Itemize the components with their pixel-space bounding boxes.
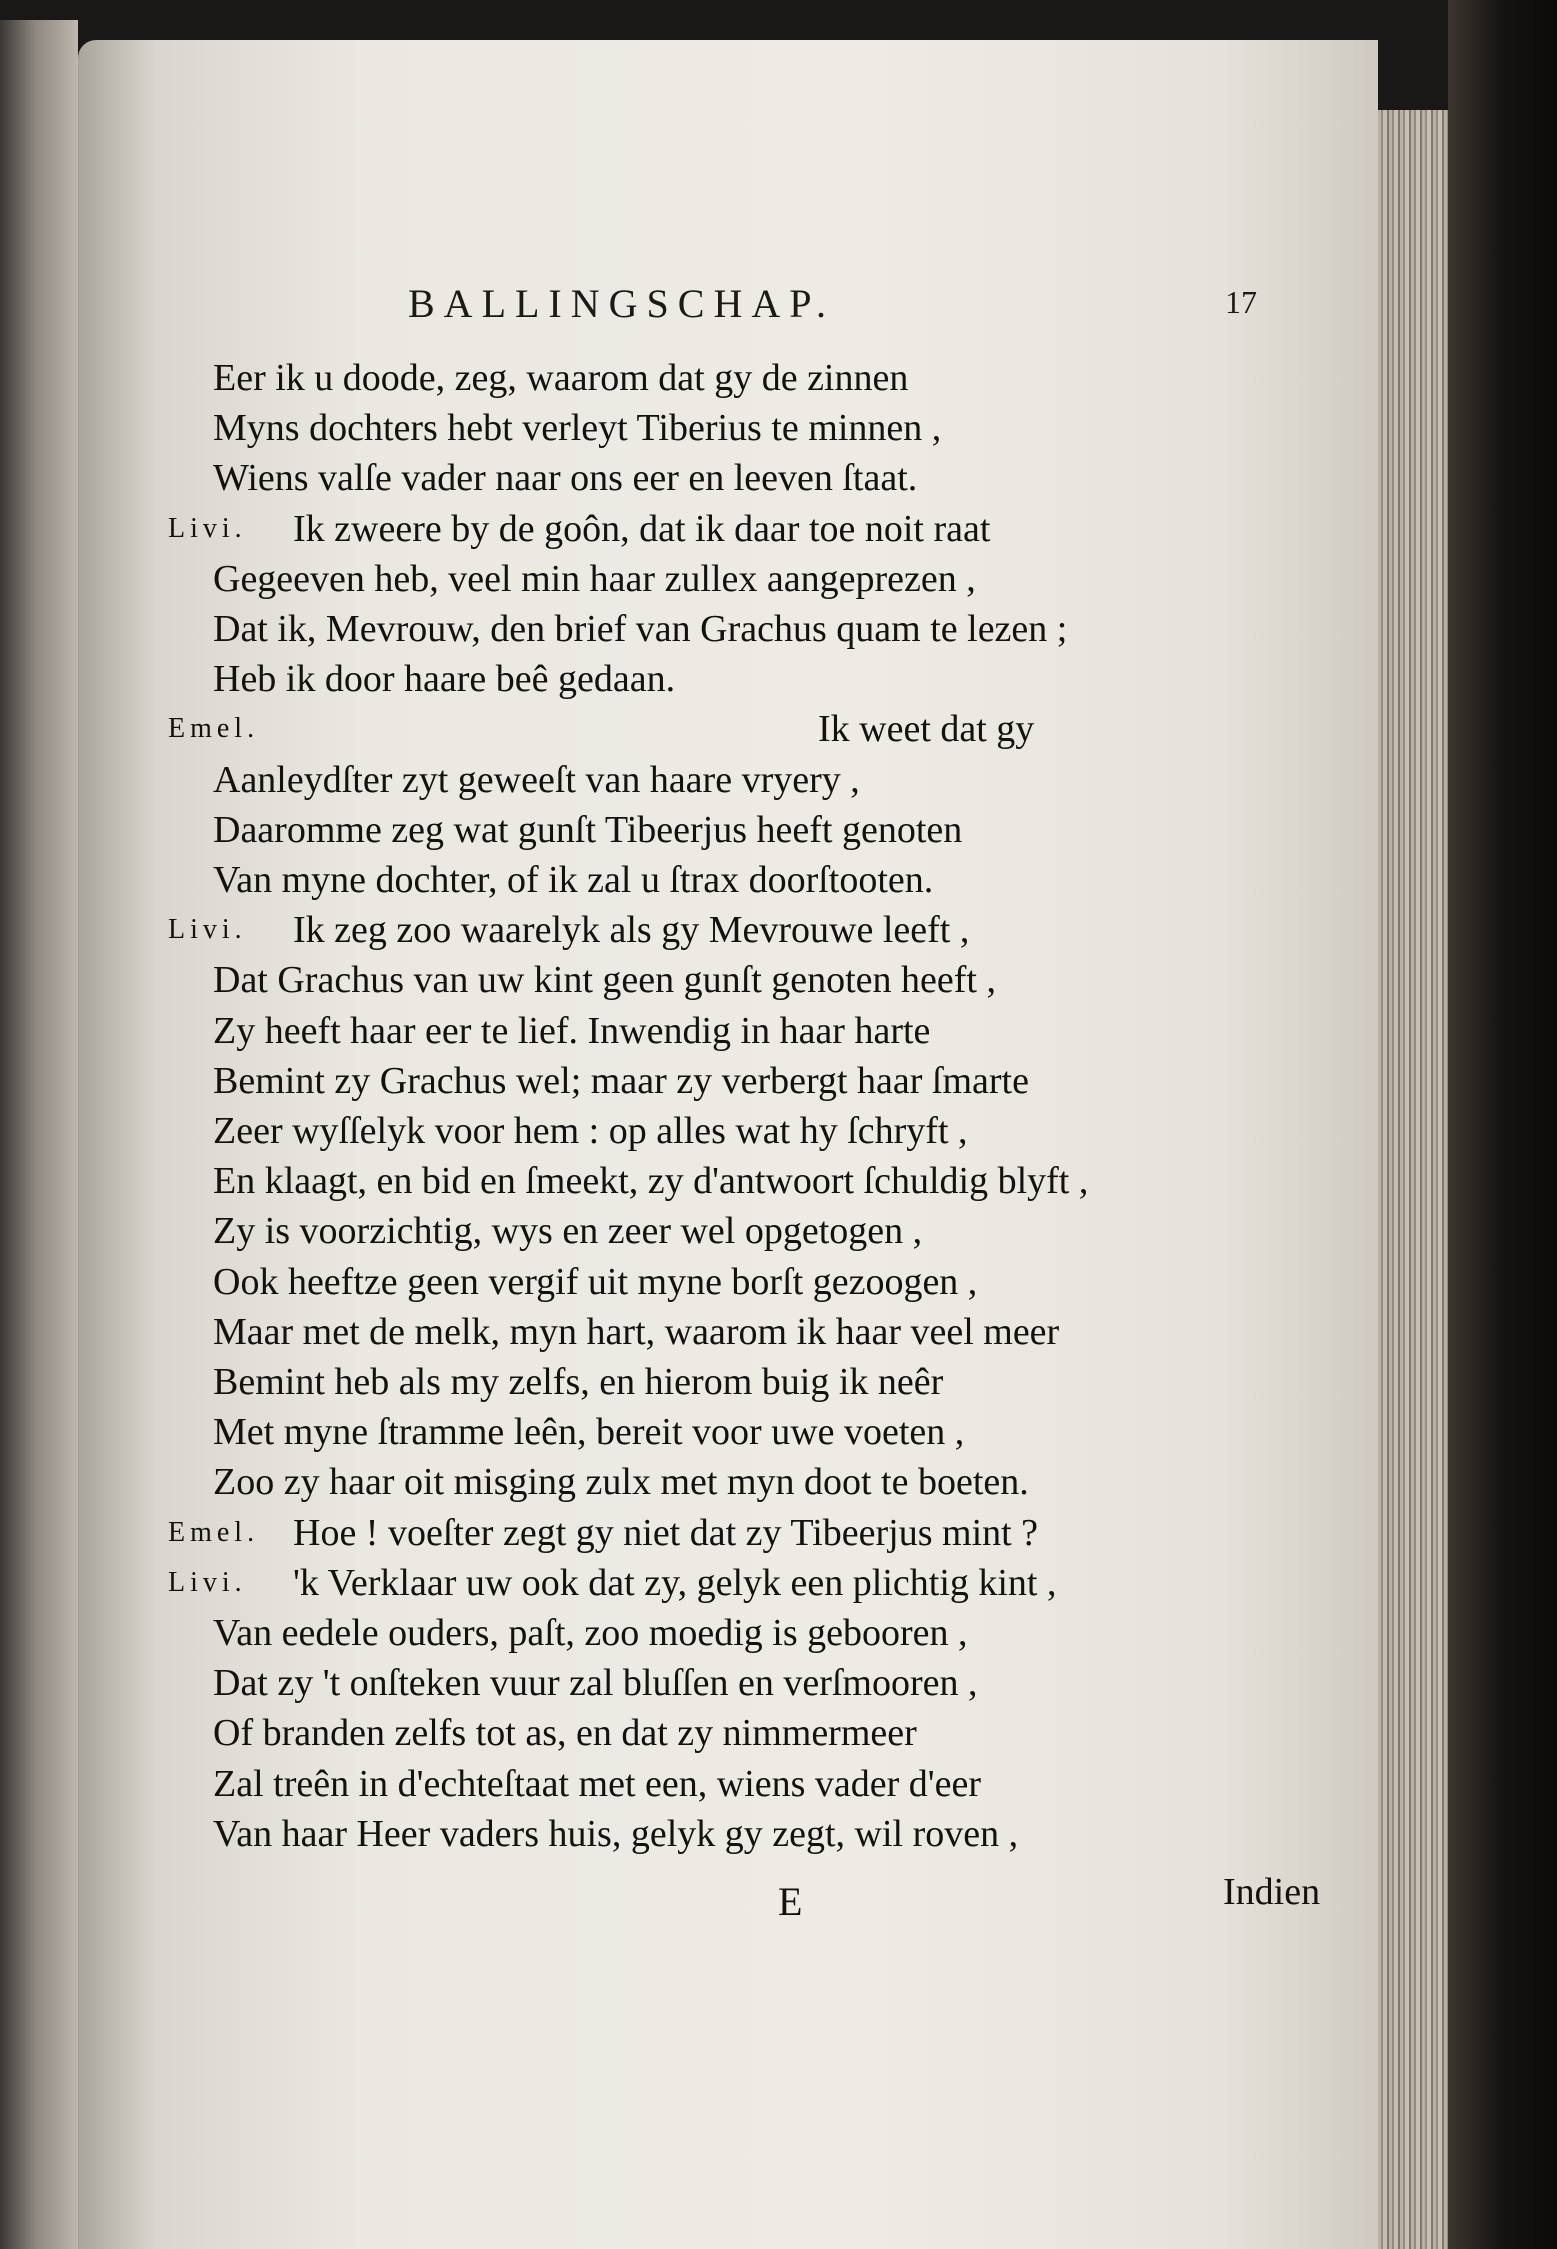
verse-text-line: Van myne dochter, of ik zal u ſtrax doorſtooten. xyxy=(213,859,934,901)
verse-line xyxy=(78,1307,1378,1357)
verse-text-line: Maar met de melk, myn hart, waarom ik haar veel meer xyxy=(213,1310,1060,1353)
verse-line xyxy=(78,755,1378,805)
verse-line xyxy=(78,855,1378,905)
left-page-edge xyxy=(0,20,78,2249)
verse-line xyxy=(78,1257,1378,1307)
verse-text-line: Zoo zy haar oit misging zulx met myn doot te boeten. xyxy=(213,1461,1029,1504)
verse-text-line: Ik weet dat gy xyxy=(818,708,1035,751)
verse-text-line: Bemint zy Grachus wel; maar zy verbergt haar ſmarte xyxy=(213,1059,1029,1102)
verse-line xyxy=(78,1708,1378,1758)
verse-line xyxy=(78,654,1378,704)
verse-text-line: Van eedele ouders, paſt, zoo moedig is gebooren , xyxy=(213,1612,968,1654)
verse-text-line: Dat ik, Mevrouw, den brief van Grachus quam te lezen ; xyxy=(213,608,1068,650)
verse-text-line: Ook heeftze geen vergif uit myne borſt gezoogen , xyxy=(213,1260,978,1303)
verse-text-line: Of branden zelfs tot as, en dat zy nimmermeer xyxy=(213,1712,917,1755)
speaker-label: Emel. xyxy=(168,713,260,745)
verse-line xyxy=(78,955,1378,1005)
verse-line xyxy=(78,353,1378,403)
background-shadow xyxy=(1448,0,1557,2249)
verse-text-line: Zeer wyſſelyk voor hem : op alles wat hy ſchryft , xyxy=(213,1110,968,1152)
verse-text-line: En klaagt, en bid en ſmeekt, zy d'antwoort ſchuldig blyft , xyxy=(213,1160,1089,1203)
verse-text-line: Eer ik u doode, zeg, waarom dat gy de zinnen xyxy=(213,357,909,399)
verse-text-line: Zal treên in d'echteſtaat met een, wiens vader d'eer xyxy=(213,1762,982,1805)
verse-line xyxy=(78,1558,1378,1608)
speaker-label: Livi. xyxy=(168,512,247,544)
verse-line xyxy=(78,1006,1378,1056)
verse-text-line: Zy is voorzichtig, wys en zeer wel opgetogen , xyxy=(213,1210,923,1253)
catchword: Indien xyxy=(1223,1871,1321,1913)
verse-text-line: Hoe ! voeſter zegt gy niet dat zy Tibeerjus mint ? xyxy=(293,1511,1039,1554)
verse-line xyxy=(78,1608,1378,1658)
verse-line xyxy=(78,905,1378,955)
verse-line xyxy=(78,1206,1378,1256)
verse-line xyxy=(78,1357,1378,1407)
verse-text-line: Ik zweere by de goôn, dat ik daar toe noit raat xyxy=(293,507,991,550)
verse-text-line: Zy heeft haar eer te lief. Inwendig in haar harte xyxy=(213,1009,931,1052)
verse-line xyxy=(78,1106,1378,1156)
verse-line xyxy=(78,1056,1378,1106)
verse-text-line: Daaromme zeg wat gunſt Tibeerjus heeft genoten xyxy=(213,808,963,851)
page-edges xyxy=(1378,110,1448,2249)
verse-line xyxy=(78,1759,1378,1809)
verse-text-line: Ik zeg zoo waarelyk als gy Mevrouwe leeft , xyxy=(293,909,970,952)
verse-text-line: Met myne ſtramme leên, bereit voor uwe voeten , xyxy=(213,1411,965,1454)
verse-line xyxy=(78,554,1378,604)
verse-line xyxy=(78,805,1378,855)
verse-text-line: Aanleydſter zyt geweeſt van haare vryery , xyxy=(213,758,860,801)
verse-text-line: Wiens valſe vader naar ons eer en leeven ſtaat. xyxy=(213,457,918,500)
verse-line xyxy=(78,453,1378,503)
verse-text-line: Myns dochters hebt verleyt Tiberius te minnen , xyxy=(213,407,942,450)
verse-line xyxy=(78,1809,1378,1859)
verse-line xyxy=(78,1156,1378,1206)
verse-line xyxy=(78,604,1378,654)
verse-text-line: Van haar Heer vaders huis, gelyk gy zegt, wil roven , xyxy=(213,1812,1019,1855)
speaker-label: Livi. xyxy=(168,914,247,946)
verse-text-line: Dat zy 't onſteken vuur zal bluſſen en verſmooren , xyxy=(213,1662,978,1705)
verse-text-line: 'k Verklaar uw ook dat zy, gelyk een plichtig kint , xyxy=(293,1561,1057,1604)
verse-text-line: Dat Grachus van uw kint geen gunſt genoten heeft , xyxy=(213,959,996,1002)
speaker-label: Emel. xyxy=(168,1516,260,1548)
speaker-label: Livi. xyxy=(168,1566,247,1598)
verse-line xyxy=(78,1457,1378,1507)
verse-text-line: Bemint heb als my zelfs, en hierom buig ik neêr xyxy=(213,1361,944,1403)
page-number: 17 xyxy=(1225,284,1257,320)
verse-line xyxy=(78,1407,1378,1457)
running-title: BALLINGSCHAP. xyxy=(408,281,836,326)
verse-text-line: Heb ik door haare beê gedaan. xyxy=(213,658,676,701)
verse-text-line: Gegeeven heb, veel min haar zullex aangeprezen , xyxy=(213,557,976,600)
verse-text xyxy=(78,40,1378,2249)
verse-line xyxy=(78,504,1378,554)
verse-line xyxy=(78,1658,1378,1708)
signature-mark: E xyxy=(778,1879,803,1924)
verse-line xyxy=(78,403,1378,453)
verse-line xyxy=(78,704,1378,754)
book-page xyxy=(78,40,1378,2249)
verse-line xyxy=(78,1508,1378,1558)
